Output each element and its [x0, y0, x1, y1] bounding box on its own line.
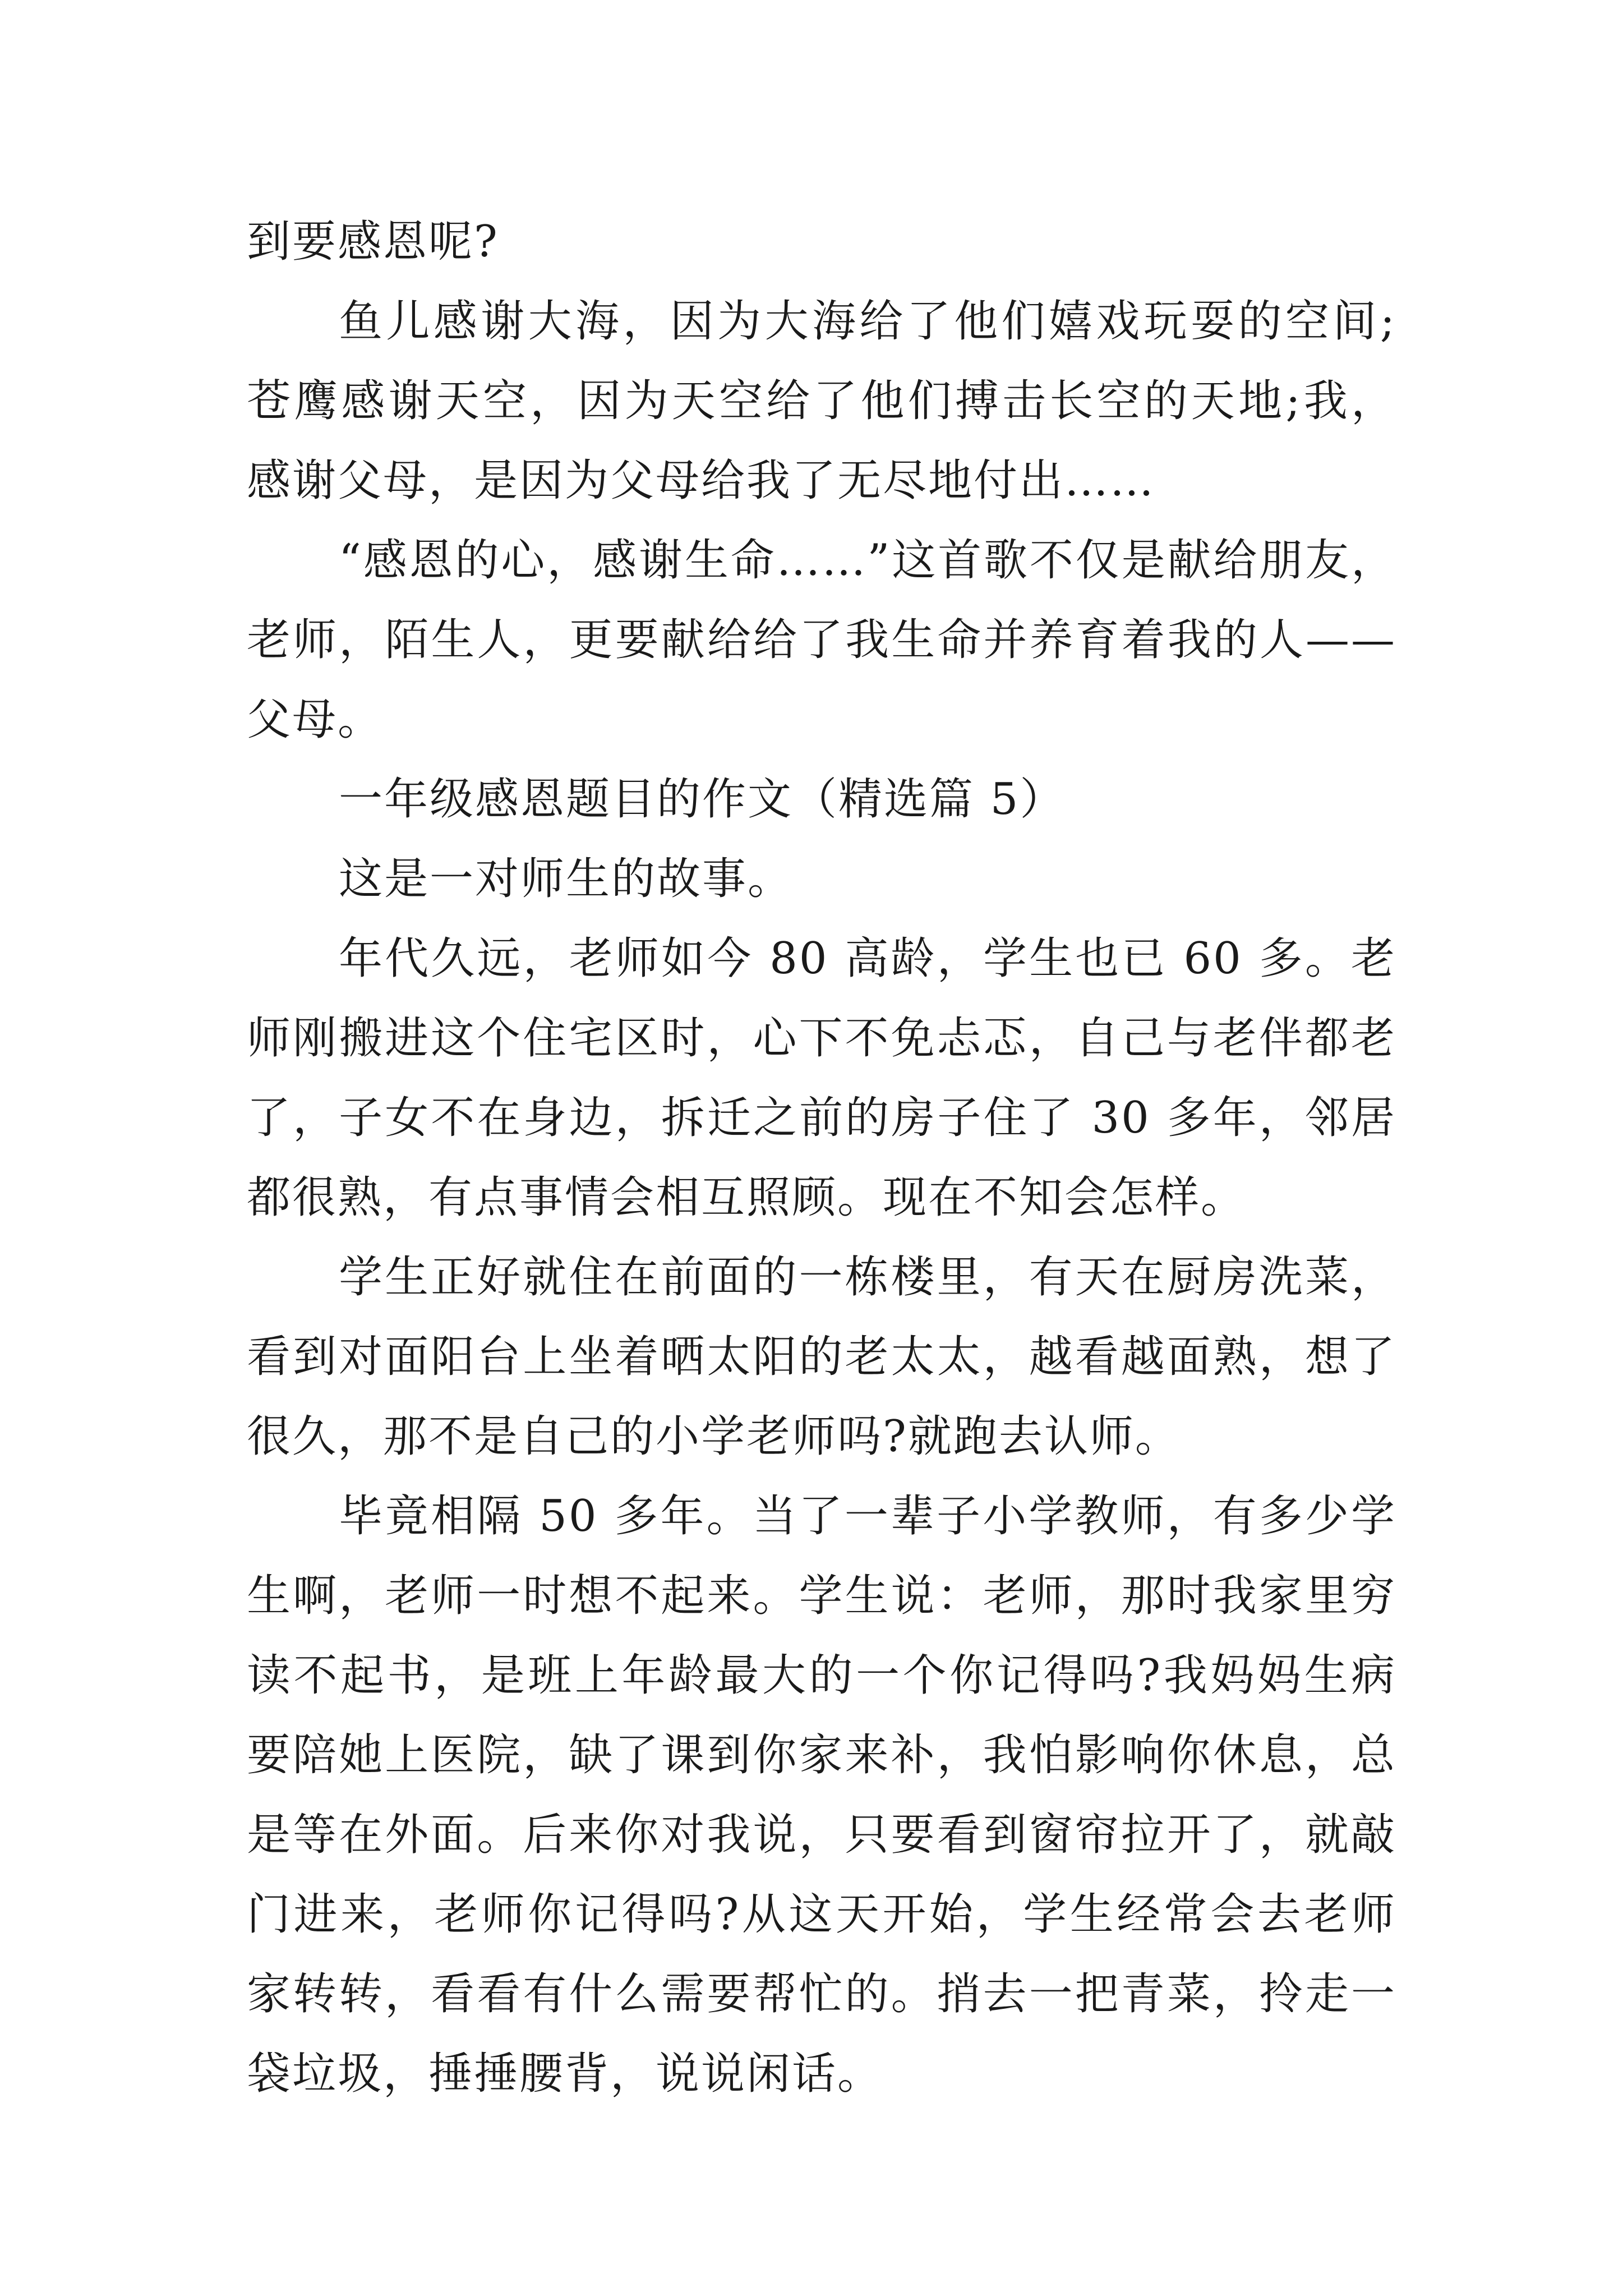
paragraph-7: 学生正好就住在前面的一栋楼里，有天在厨房洗菜，看到对面阳台上坐着晒太阳的老太太，越看越面熟，想了很久，那不是自己的小学老师吗?就跑去认师。 [247, 1252, 1396, 1462]
paragraph-6: 年代久远，老师如今 80 高龄，学生也已 60 多。老师刚搬进这个住宅区时，心下不免忐忑，自己与老伴都老了，子女不在身边，拆迁之前的房子住了 30 多年，邻居都很熟，有点事情会相互照顾。现在不知会怎样。 [247, 933, 1396, 1223]
paragraph-3: “感恩的心，感谢生命……”这首歌不仅是献给朋友，老师，陌生人，更要献给给了我生命并养育着我的人——父母。 [247, 535, 1396, 745]
paragraph-1: 到要感恩呢? [247, 217, 499, 267]
paragraph-5: 这是一对师生的故事。 [339, 854, 794, 904]
paragraph-8: 毕竟相隔 50 多年。当了一辈子小学教师，有多少学生啊，老师一时想不起来。学生说：老师，那时我家里穷读不起书，是班上年龄最大的一个你记得吗?我妈妈生病要陪她上医院，缺了课到你家来补，我怕影响你休息，总是等在外面。后来你对我说，只要看到窗帘拉开了，就敲门进来，老师你记得吗?从这天开始，学生经常会去老师家转转，看看有什么需要帮忙的。捎去一把青菜，拎走一袋垃圾，捶捶腰背，说说闲话。 [247, 1491, 1396, 2099]
document-body [247, 202, 1396, 2114]
section-heading: 一年级感恩题目的作文（精选篇 5） [339, 774, 1066, 825]
paragraph-2: 鱼儿感谢大海，因为大海给了他们嬉戏玩耍的空间;苍鹰感谢天空，因为天空给了他们搏击长空的天地;我，感谢父母，是因为父母给我了无尽地付出…… [247, 296, 1396, 506]
